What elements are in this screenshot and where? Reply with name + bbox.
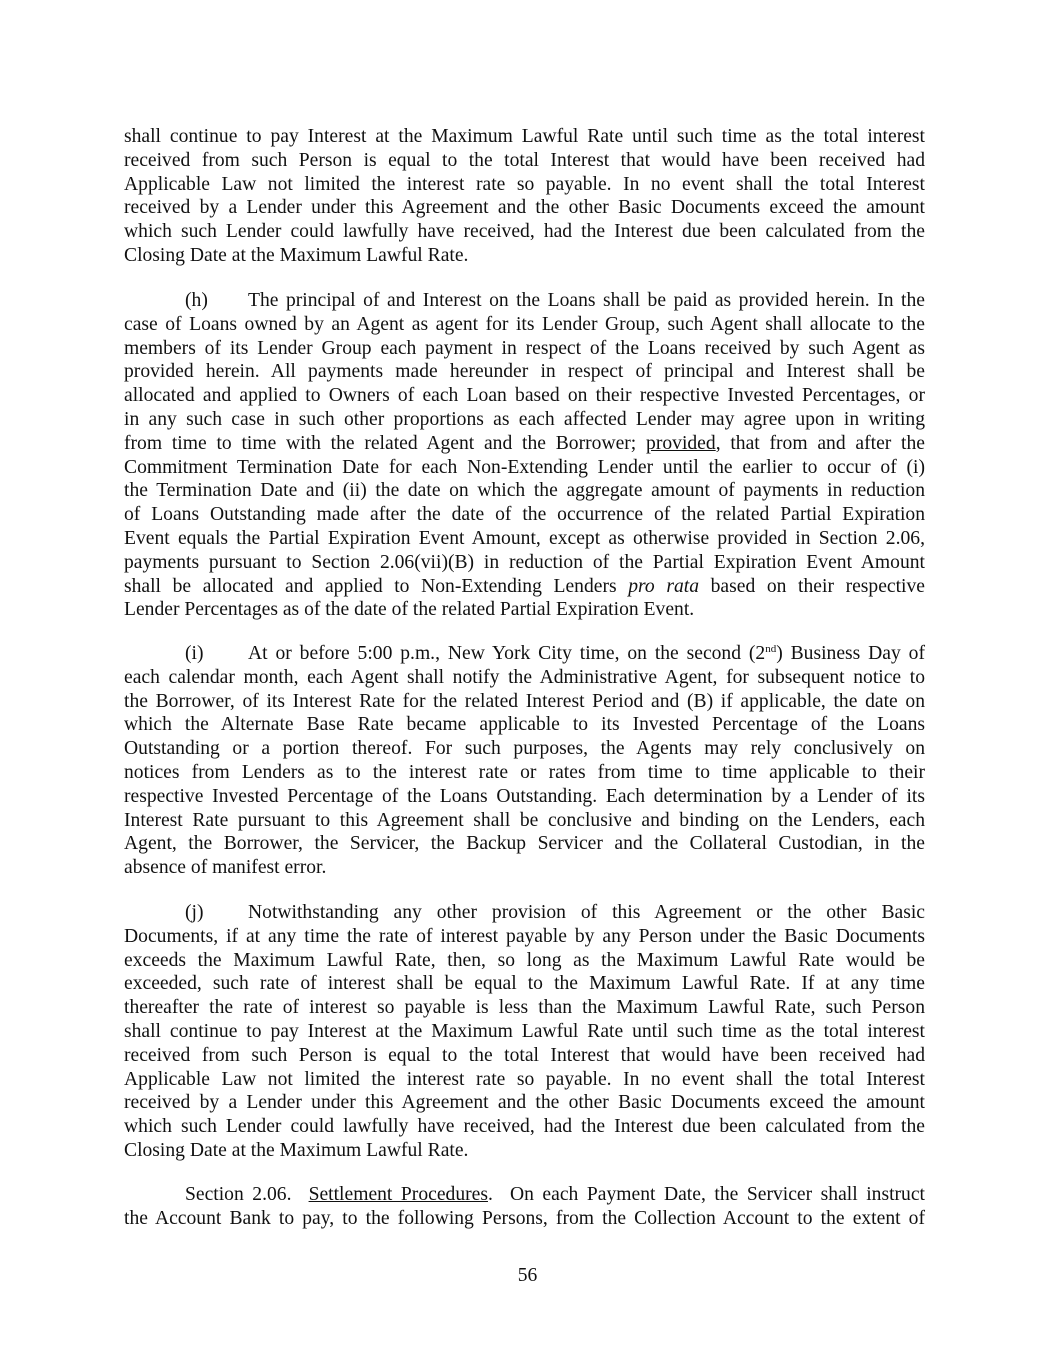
text-line: respective Invested Percentage of the Loans Outstanding. Each determination by a Lender of its (124, 785, 925, 807)
text-line: received by a Lender under this Agreement and the other Basic Documents exceed the amount (124, 1092, 925, 1114)
section-title: Settlement Procedures (308, 1184, 488, 1205)
pro-rata-post-text: based on their respective (699, 575, 925, 597)
paragraph-h-first-text: The principal of and Interest on the Loans shall be paid as provided herein. In the (248, 290, 925, 311)
text-line: shall continue to pay Interest at the Maximum Lawful Rate until such time as the total interest (124, 126, 925, 147)
text-line: which such Lender could lawfully have received, had the Interest due been calculated from the (124, 221, 925, 243)
text-line: exceeded, such rate of interest shall be equal to the Maximum Lawful Rate. If at any time (124, 973, 925, 995)
text-line: notices from Lenders as to the interest rate or rates from time to time applicable to their (124, 761, 925, 783)
text-line: exceeds the Maximum Lawful Rate, then, so long as the Maximum Lawful Rate would be (124, 949, 925, 971)
text-line: members of its Lender Group each payment in respect of the Loans received by such Agent as (124, 337, 925, 359)
proviso-pre-text: from time to time with the related Agent and the Borrower; (124, 432, 647, 454)
proviso-line (124, 432, 925, 456)
text-line: Outstanding or a portion thereof. For such purposes, the Agents may rely conclusively on (124, 738, 925, 760)
text-line: which such Lender could lawfully have received, had the Interest due been calculated from the (124, 1116, 925, 1138)
text-line: received from such Person is equal to the total Interest that would have been received had (124, 1044, 925, 1066)
text-line: allocated and applied to Owners of each Loan based on their respective Invested Percentages, or (124, 385, 925, 407)
paragraph-i-first-text-post: ) Business Day of (776, 643, 925, 664)
text-line: received from such Person is equal to the total Interest that would have been received had (124, 149, 925, 171)
paragraph-i-label: (i) (185, 643, 204, 664)
pro-rata-line (124, 575, 925, 599)
text-line: Closing Date at the Maximum Lawful Rate. (124, 1139, 469, 1161)
paragraph-h-first-line (124, 289, 925, 313)
section-title-end: . (487, 1184, 493, 1205)
text-line: of Loans Outstanding made after the date of the occurrence of the related Partial Expiration (124, 504, 925, 526)
paragraph-g-continuation (124, 125, 925, 268)
ordinal-superscript: nd (765, 643, 777, 655)
text-line: Agent, the Borrower, the Servicer, the Backup Servicer and the Collateral Custodian, in the (124, 833, 925, 855)
text-line: Event equals the Partial Expiration Event Amount, except as otherwise provided in Section 2.06, (124, 527, 925, 549)
paragraph-j-first-text: Notwithstanding any other provision of this Agreement or the other Basic (248, 902, 925, 923)
text-line: case of Loans owned by an Agent as agent for its Lender Group, such Agent shall allocate to the (124, 313, 925, 335)
text-line: thereafter the rate of interest so payable is less than the Maximum Lawful Rate, such Person (124, 997, 925, 1019)
section-2-06 (124, 1183, 925, 1231)
proviso-post-text: , that from and after the (715, 432, 925, 454)
paragraph-i-first-text-pre: At or before 5:00 p.m., New York City time, on the second (2 (248, 643, 766, 664)
text-line: payments pursuant to Section 2.06(vii)(B) in reduction of the Partial Expiration Event Amount (124, 551, 925, 573)
text-line: Documents, if at any time the rate of interest payable by any Person under the Basic Documents (124, 925, 925, 947)
paragraph-j-label: (j) (185, 902, 204, 923)
paragraph-j (124, 901, 925, 1163)
text-line: received by a Lender under this Agreement and the other Basic Documents exceed the amount (124, 197, 925, 219)
paragraph-h-label: (h) (185, 290, 208, 311)
page-number: 56 (517, 1265, 538, 1286)
text-line: which the Alternate Base Rate became applicable to its Invested Percentage of the Loans (124, 714, 925, 736)
text-line: shall continue to pay Interest at the Maximum Lawful Rate until such time as the total interest (124, 1020, 925, 1042)
text-line: in any such case in such other proportions as each affected Lender may agree upon in writing (124, 408, 925, 430)
text-line: absence of manifest error. (124, 857, 327, 879)
paragraph-i (124, 642, 925, 880)
text-line: Interest Rate pursuant to this Agreement shall be conclusive and binding on the Lenders, each (124, 809, 925, 831)
text-line: provided herein. All payments made hereunder in respect of principal and Interest shall be (124, 361, 925, 383)
text-line: Closing Date at the Maximum Lawful Rate. (124, 244, 469, 266)
text-line: the Termination Date and (ii) the date on which the aggregate amount of payments in reduction (124, 480, 925, 502)
paragraph-h (124, 289, 925, 622)
text-line: Applicable Law not limited the interest rate so payable. In no event shall the total Interest (124, 1068, 925, 1090)
pro-rata-pre-text: shall be allocated and applied to Non-Extending Lenders (124, 575, 629, 597)
text-line: Applicable Law not limited the interest rate so payable. In no event shall the total Interest (124, 173, 925, 195)
section-number: Section 2.06. (185, 1184, 292, 1205)
pro-rata-term: pro rata (628, 575, 700, 597)
text-line: Lender Percentages as of the date of the related Partial Expiration Event. (124, 599, 695, 621)
proviso-term: provided (646, 432, 716, 454)
section-first-text: On each Payment Date, the Servicer shall instruct (509, 1184, 925, 1205)
text-line: Commitment Termination Date for each Non-Extending Lender until the earlier to occur of (i) (124, 456, 925, 478)
paragraph-i-first-line (124, 642, 925, 666)
text-line: the Borrower, of its Interest Rate for the related Interest Period and (B) if applicable, the date on (124, 690, 925, 712)
paragraph-j-first-line (124, 901, 925, 925)
text-line: each calendar month, each Agent shall notify the Administrative Agent, for subsequent notice to (124, 666, 925, 688)
section-2-06-first-line (124, 1183, 925, 1207)
text-line: the Account Bank to pay, to the following Persons, from the Collection Account to the extent of (124, 1207, 925, 1229)
